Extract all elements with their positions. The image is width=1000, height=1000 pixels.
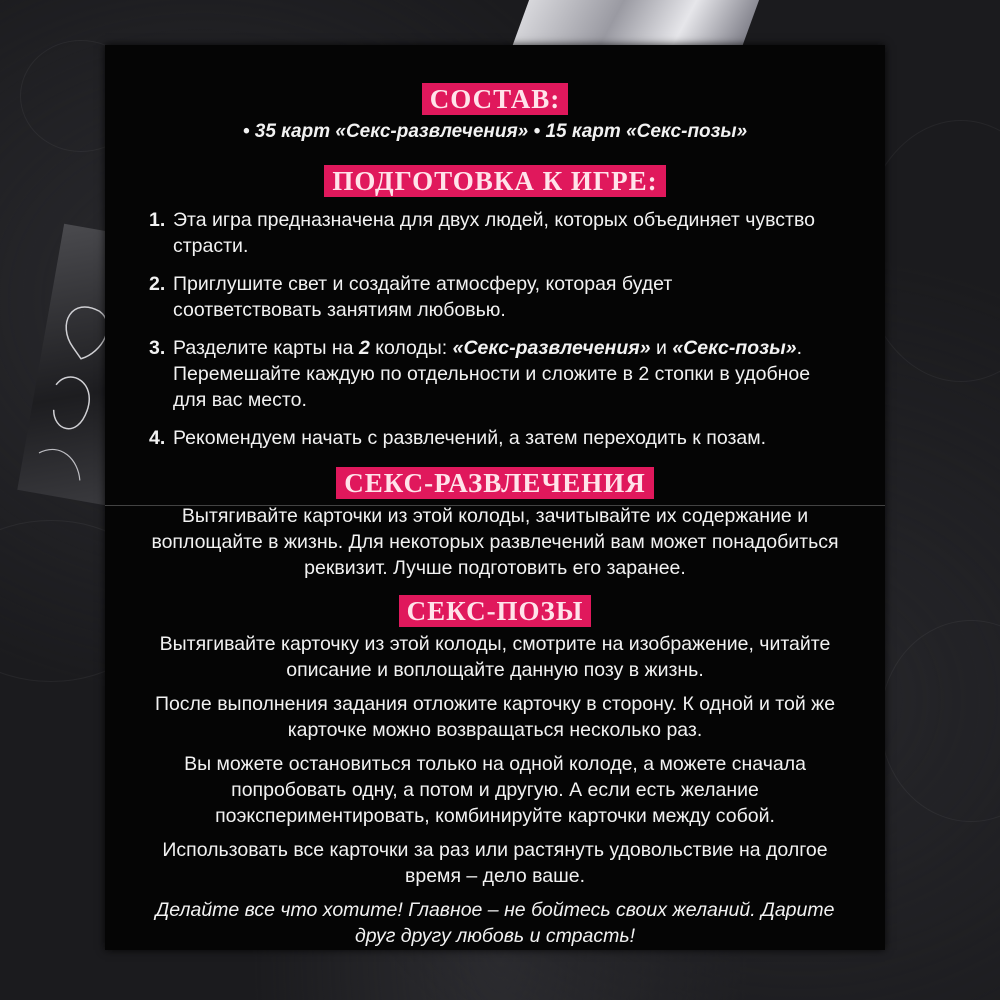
composition-section — [105, 83, 885, 115]
prep-section — [105, 165, 885, 197]
composition-title: СОСТАВ: — [422, 83, 569, 115]
poses-paragraph: После выполнения задания отложите карточку в сторону. К одной и той же карточке можно возвращаться несколько раз. — [154, 693, 836, 741]
poses-section — [105, 595, 885, 627]
prep-title: ПОДГОТОВКА К ИГРЕ: — [324, 165, 665, 197]
fun-text: Вытягивайте карточки из этой колоды, зачитывайте их содержание и воплощайте в жизнь. Для некоторых развлечений вам может понадобиться реквизит. Лучше подготовить его заранее. — [151, 505, 839, 579]
prep-step: 3. Разделите карты на 2 колоды: «Секс-развлечения» и «Секс-позы». Перемешайте каждую по отдельности и сложите в 2 стопки в удобное для вас место. — [149, 337, 811, 411]
fun-section — [105, 467, 885, 499]
composition-line: • 35 карт «Секс-развлечения» • 15 карт «Секс-позы» — [242, 121, 748, 142]
prep-step: 4. Рекомендуем начать с развлечений, а затем переходить к позам. — [149, 427, 767, 449]
prep-step: 2. Приглушите свет и создайте атмосферу, которая будет соответствовать занятиям любовью. — [149, 273, 673, 321]
poses-title: СЕКС-ПОЗЫ — [399, 595, 592, 627]
fun-title: СЕКС-РАЗВЛЕЧЕНИЯ — [336, 467, 653, 499]
card-fold-line — [105, 505, 885, 506]
prep-step: 1. Эта игра предназначена для двух людей, которых объединяет чувство страсти. — [149, 209, 815, 257]
poses-paragraph: Вы можете остановиться только на одной колоде, а можете сначала попробовать одну, а потом и другую. А если есть желание поэкспериментировать, комбинируйте карточки между собой. — [184, 753, 806, 827]
instruction-card — [105, 45, 885, 950]
closing-text: Делайте все что хотите! Главное – не бойтесь своих желаний. Дарите друг другу любовь и страсть! — [155, 899, 835, 947]
poses-paragraph: Использовать все карточки за раз или растянуть удовольствие на долгое время – дело ваше. — [162, 839, 828, 887]
poses-paragraph: Вытягивайте карточку из этой колоды, смотрите на изображение, читайте описание и воплощайте данную позу в жизнь. — [159, 633, 831, 681]
prep-steps-list — [105, 207, 885, 451]
